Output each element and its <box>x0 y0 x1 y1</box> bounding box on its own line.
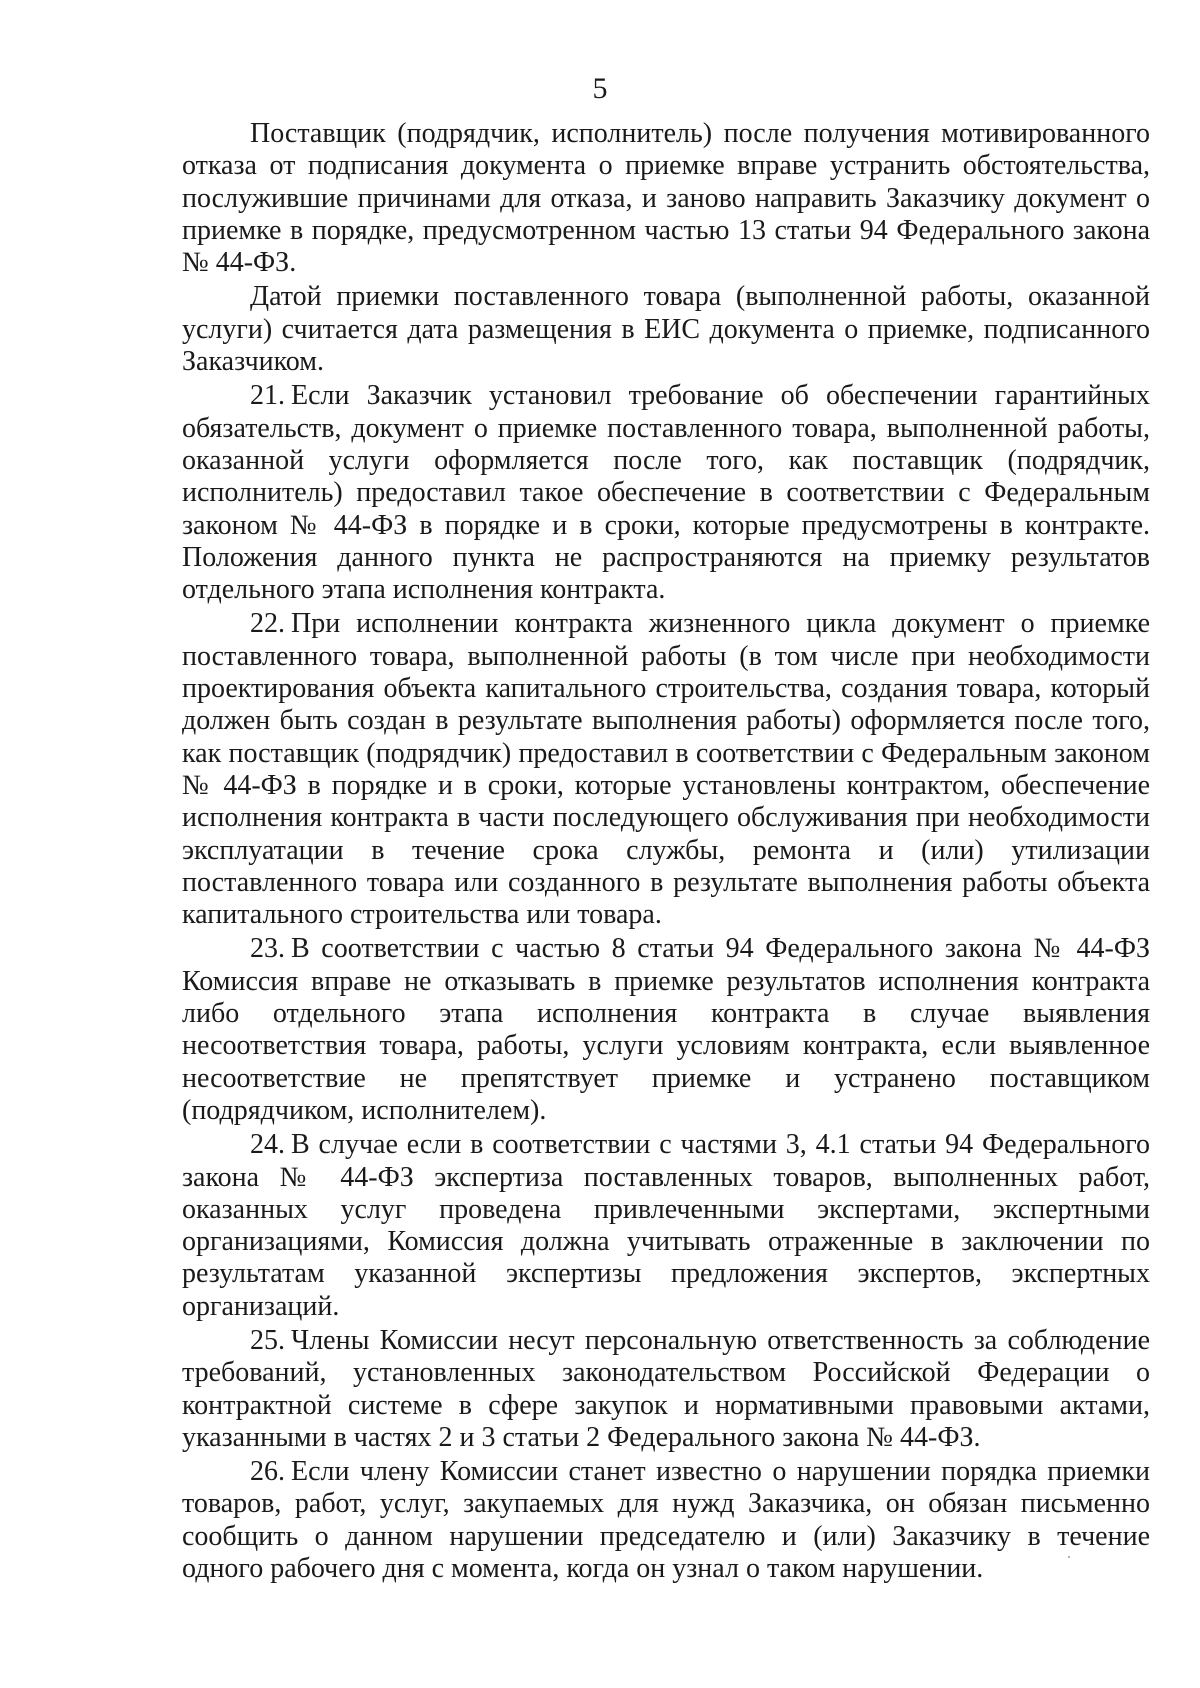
paragraph-text: Члены Комиссии несут персональную ответственность за соблюдение требований, установленных законодательством Российской Федерации о контрактной системе в сфере закупок и нормативными правовыми актами, указанными в частях 2 и 3 статьи 2 Федерального закона № 44-ФЗ. <box>182 1324 1150 1453</box>
clause-number: 25. <box>250 1324 285 1356</box>
page-number: 5 <box>592 72 608 105</box>
clause-21 <box>182 380 1150 606</box>
clause-25 <box>182 1325 1150 1454</box>
clause-number: 26. <box>250 1456 285 1488</box>
clause-23 <box>182 933 1150 1127</box>
clause-26 <box>182 1456 1150 1585</box>
paragraph-text: В соответствии с частью 8 статьи 94 Федерального закона № 44-ФЗ Комиссия вправе не отказывать в приемке результатов исполнения контракта либо отдельного этапа исполнения контракта в случае выявления несоответствия товара, работы, услуги условиям контракта, если выявленное несоответствие не препятствует приемке и устранено поставщиком (подрядчиком, исполнителем). <box>182 933 1150 1126</box>
paragraph-text: При исполнении контракта жизненного цикла документ о приемке поставленного товара, выполненной работы (в том числе при необходимости проектирования объекта капитального строительства, создания товара, который должен быть создан в результате выполнения работы) оформляется после того, как поставщик (подрядчик) предоставил в соответствии с Федеральным законом № 44-ФЗ в порядке и в сроки, которые установлены контрактом, обеспечение исполнения контракта в части последующего обслуживания при необходимости эксплуатации в течение срока службы, ремонта и (или) утилизации поставленного товара или созданного в результате выполнения работы объекта капитального строительства или товара. <box>182 608 1150 931</box>
paragraph-text: Если Заказчик установил требование об обеспечении гарантийных обязательств, документ о приемке поставленного товара, выполненной работы, оказанной услуги оформляется после того, как поставщик (подрядчик, исполнитель) предоставил такое обеспечение в соответствии с Федеральным законом № 44-ФЗ в порядке и в сроки, которые предусмотрены в контракте. Положения данного пункта не распространяются на приемку результатов отдельного этапа исполнения контракта. <box>182 380 1150 606</box>
paragraph-text: Если члену Комиссии станет известно о нарушении порядка приемки товаров, работ, услуг, закупаемых для нужд Заказчика, он обязан письменно сообщить о данном нарушении председателю и (или) Заказчику в течение одного рабочего дня с момента, когда он узнал о таком нарушении. <box>182 1456 1150 1585</box>
clause-number: 22. <box>250 608 285 640</box>
clause-22 <box>182 608 1150 931</box>
clause-number: 23. <box>250 933 285 965</box>
paragraph-supplier-resubmission <box>182 118 1150 279</box>
paragraph-text: Датой приемки поставленного товара (выполненной работы, оказанной услуги) считается дата размещения в ЕИС документа о приемке, подписанного Заказчиком. <box>182 281 1150 378</box>
paragraph-text: В случае если в соответствии с частями 3, 4.1 статьи 94 Федерального закона № 44-ФЗ экспертиза поставленных товаров, выполненных работ, оказанных услуг проведена привлеченными экспертами, экспертными организациями, Комиссия должна учитывать отраженные в заключении по результатам указанной экспертизы предложения экспертов, экспертных организаций. <box>182 1129 1150 1322</box>
clause-number: 21. <box>250 380 285 412</box>
scan-speck <box>1068 1556 1070 1558</box>
paragraph-text: Поставщик (подрядчик, исполнитель) после получения мотивированного отказа от подписания документа о приемке вправе устранить обстоятельства, послужившие причинами для отказа, и заново направить Заказчику документ о приемке в порядке, предусмотренном частью 13 статьи 94 Федерального закона № 44-ФЗ. <box>182 118 1150 279</box>
clause-24 <box>182 1129 1150 1323</box>
paragraph-acceptance-date <box>182 281 1150 378</box>
document-body <box>182 118 1150 1587</box>
clause-number: 24. <box>250 1129 285 1161</box>
